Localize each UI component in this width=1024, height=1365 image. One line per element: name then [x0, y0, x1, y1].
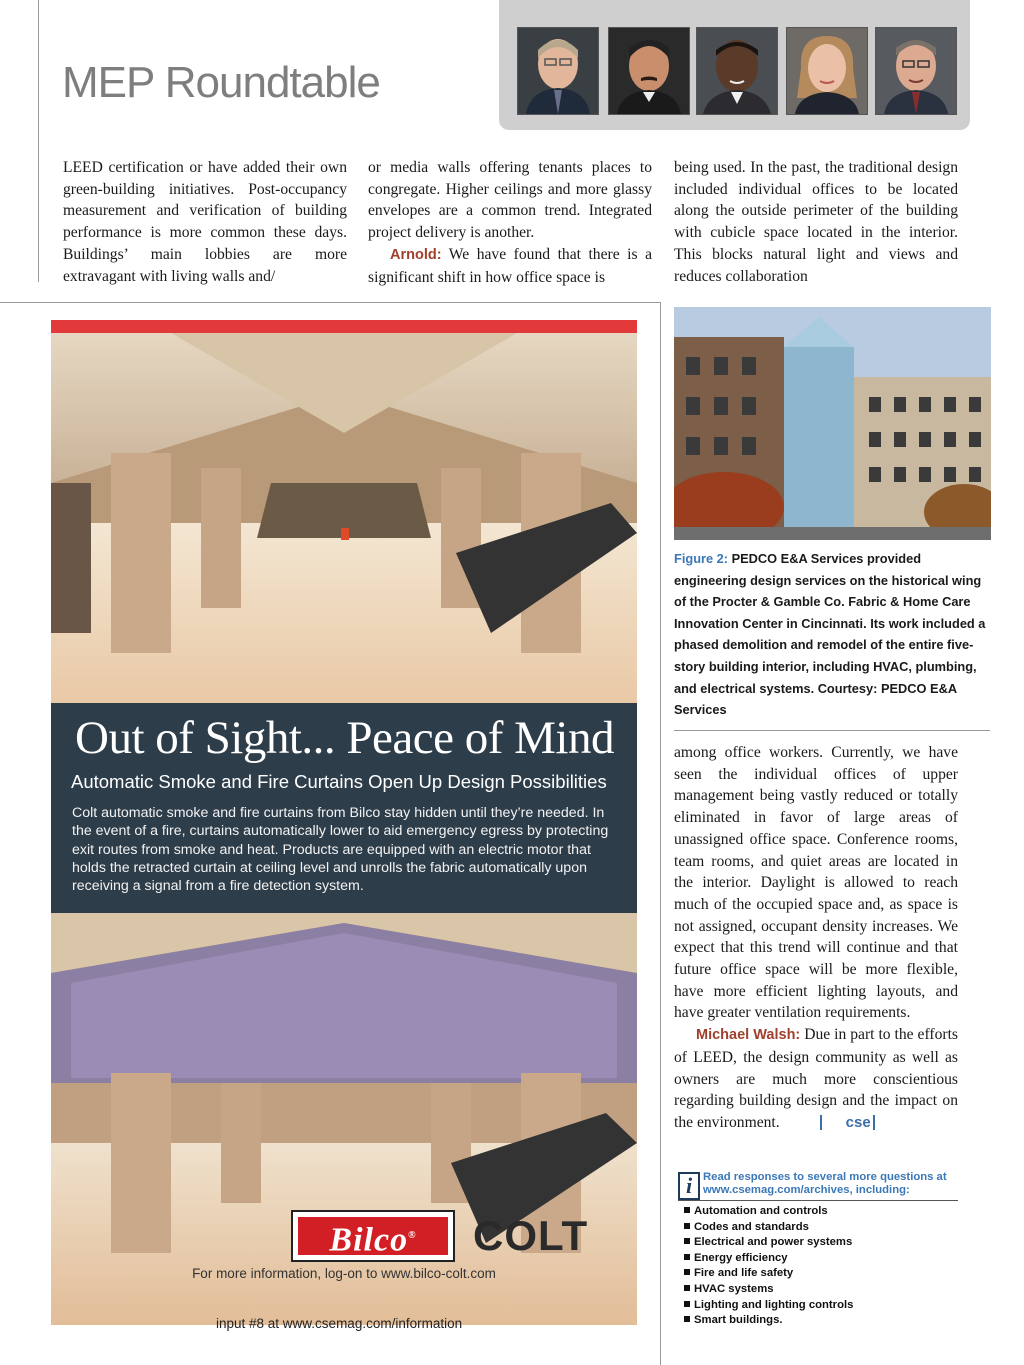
- list-item: Energy efficiency: [684, 1251, 853, 1267]
- text-column-1: [63, 157, 347, 287]
- text-column-2: [368, 157, 652, 288]
- column-2-text-b: We have found that there is a significant shift in how office space is: [368, 245, 653, 286]
- column-4-text-a: among office workers. Currently, we have seen the individual offices of upper management being vastly reduced or totally eliminated in favor of large areas of unassigned office space. Conference rooms, team rooms, and quiet areas are located in the interior. Daylight is allowed to reach much of the occupied space and, as space is not assigned, occupant density increases. We expect that this trend will continue and that future office space will be more flexible, have more efficient lighting layouts, and have greater ventilation requirements.: [674, 744, 958, 1022]
- panelist-portrait-3: [696, 27, 778, 115]
- mall-atrium-photo-bottom: [51, 913, 637, 1325]
- section-title: MEP Roundtable: [62, 58, 380, 107]
- portrait-strip: [499, 0, 970, 130]
- bilco-registered-mark: ®: [408, 1230, 417, 1241]
- bilco-logo-wordmark: [298, 1217, 448, 1259]
- mall-atrium-photo-top: [51, 333, 637, 703]
- ad-red-bar: [51, 320, 637, 333]
- figure-label: Figure 2:: [674, 551, 729, 566]
- caption-rule: [674, 730, 990, 731]
- column-3-text: being used. In the past, the traditional design included individual offices to be located along the outside perimeter of the building with cubicle space located in the interior. This blocks natural light and views and reduces collaboration: [674, 159, 958, 285]
- panelist-portrait-5: [875, 27, 957, 115]
- list-item: Electrical and power systems: [684, 1235, 853, 1251]
- list-item: Codes and standards: [684, 1220, 853, 1236]
- ad-body-copy: Colt automatic smoke and fire curtains from Bilco stay hidden until they’re needed. In the event of a fire, curtains automatically lower to aid emergency egress by protecting exit routes from smoke and heat. Products are equipped with an electric motor that holds the retracted curtain at ceiling level and unrolls the fabric automatically upon receiving a signal from a fire detection system.: [72, 805, 609, 895]
- list-item: Automation and controls: [684, 1204, 853, 1220]
- advertisement: [51, 320, 637, 1325]
- panelist-portrait-4: [786, 27, 868, 115]
- bilco-logo: [291, 1210, 455, 1262]
- online-extras-heading: Read responses to several more questions at www.csemag.com/archives, including:: [703, 1171, 947, 1196]
- list-item: Fire and life safety: [684, 1266, 853, 1282]
- colt-logo: COLT: [473, 1212, 589, 1259]
- ad-side-rule: [660, 302, 661, 1365]
- list-item: Lighting and lighting controls: [684, 1298, 853, 1314]
- text-column-4: [674, 742, 958, 1134]
- ad-subheadline: Automatic Smoke and Fire Curtains Open Up Design Possibilities: [71, 771, 607, 792]
- end-of-article-mark: cse: [820, 1115, 875, 1130]
- info-icon: i: [678, 1172, 700, 1200]
- text-column-3: [674, 157, 958, 287]
- column-4-text-b: Due in part to the efforts of LEED, the design community as well as owners are much more conscientious regarding building design and the impact on the environment.: [674, 1026, 958, 1131]
- ad-headline: Out of Sight... Peace of Mind: [75, 712, 614, 764]
- building-photo: [674, 307, 991, 540]
- ad-info-link-text: For more information, log-on to www.bilco-colt.com: [192, 1266, 496, 1281]
- panelist-portrait-2: [608, 27, 690, 115]
- list-item: HVAC systems: [684, 1282, 853, 1298]
- online-topics-list: [684, 1204, 853, 1329]
- column-4-paragraph: [674, 1024, 958, 1134]
- panelist-portrait-1: [517, 27, 599, 115]
- online-extras-rule: [678, 1200, 958, 1201]
- column-1-text: LEED certification or have added their own green-building initiatives. Post-occupancy measurement and verification of building performance is more common these days. Buildings’ main lobbies are more extravagant with living walls and/: [63, 159, 347, 285]
- figure-caption: [674, 548, 992, 721]
- speaker-michael-walsh: Michael Walsh:: [696, 1027, 801, 1044]
- bilco-brand-name: Bilco: [329, 1221, 409, 1259]
- figure-caption-text: PEDCO E&A Services provided engineering design services on the historical wing of the Procter & Gamble Co. Fabric & Home Care Innovation Center in Cincinnati. Its work included a phased demolition and remodel of the entire five-story building interior, including HVAC, plumbing, and electrical systems. Courtesy: PEDCO E&A Services: [674, 551, 986, 718]
- speaker-arnold: Arnold:: [390, 246, 442, 263]
- list-item: Smart buildings.: [684, 1313, 853, 1329]
- ad-reader-service-line: input #8 at www.csemag.com/information: [216, 1316, 463, 1331]
- ad-top-rule: [0, 302, 660, 303]
- ad-text-band: [51, 703, 637, 913]
- column-2-text-a: or media walls offering tenants places to congregate. Higher ceilings and more glassy envelopes are a common trend. Integrated project delivery is another.: [368, 159, 652, 242]
- column-2-paragraph: [368, 244, 652, 288]
- left-margin-rule: [38, 0, 39, 282]
